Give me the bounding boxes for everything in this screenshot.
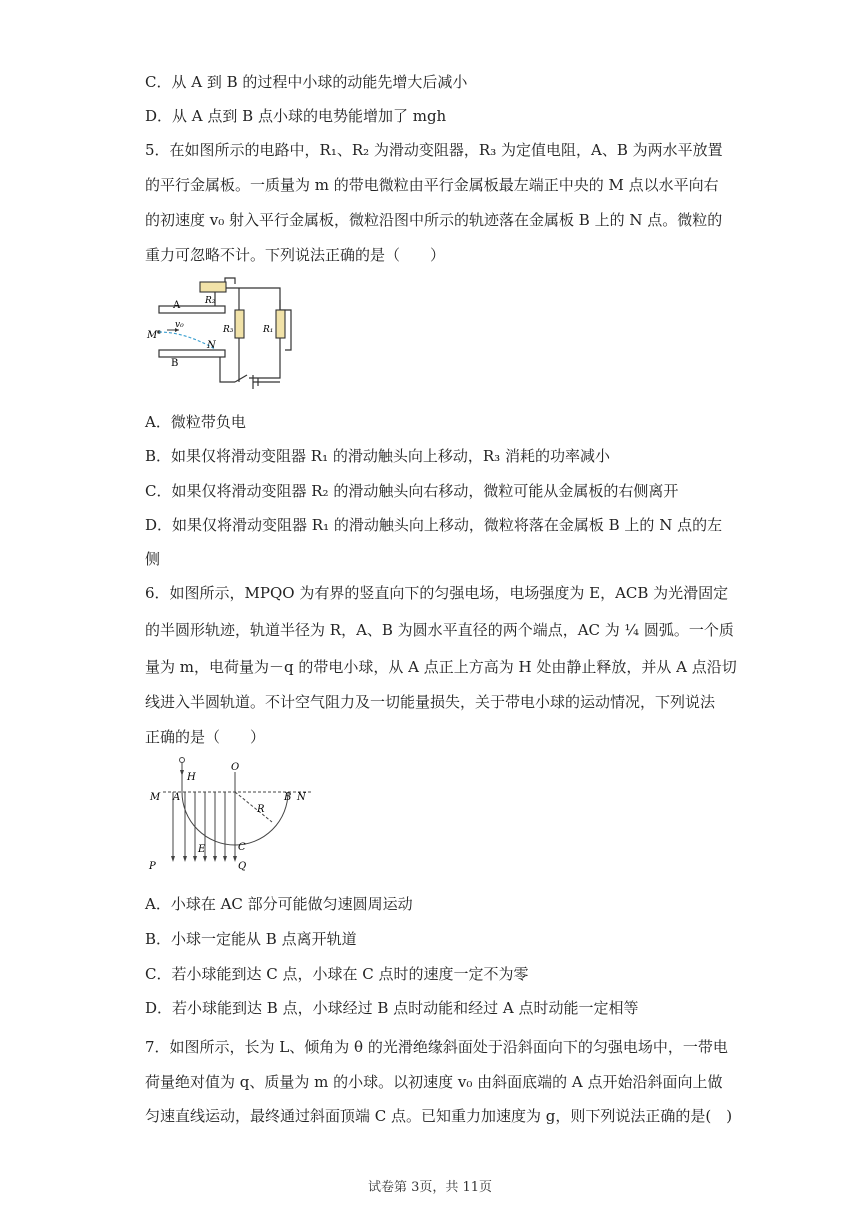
q6-option: D．若小球能到达 B 点，小球经过 B 点时动能和经过 A 点时动能一定相等: [145, 999, 639, 1017]
q7-stem-line: 荷量绝对值为 q、质量为 m 的小球。以初速度 v₀ 由斜面底端的 A 点开始沿斜面向上做: [145, 1073, 723, 1091]
circuit-diagram: [145, 270, 305, 395]
label-o: O: [231, 762, 240, 773]
q6-stem-line: 的半圆形轨迹，轨道半径为 R，A、B 为圆水平直径的两个端点，AC 为 ¼ 圆弧。一个质: [145, 621, 734, 639]
q6-stem-line: 6．如图所示，MPQO 为有界的竖直向下的匀强电场，电场强度为 E，ACB 为光滑固定: [145, 584, 729, 602]
label-e: E: [198, 844, 206, 855]
label-r3: R₃: [223, 325, 234, 335]
label-r1: R₁: [263, 325, 274, 335]
label-p: P: [149, 861, 156, 872]
label-m: M: [150, 792, 161, 803]
label-c: C: [238, 842, 246, 853]
q6-option: A．小球在 AC 部分可能做匀速圆周运动: [145, 895, 413, 913]
q6-stem-line: 正确的是（ ）: [145, 728, 266, 746]
label-b: B: [284, 792, 292, 803]
label-q: Q: [238, 861, 247, 872]
label-n: N: [297, 792, 306, 803]
q5-option-continued: 侧: [145, 550, 161, 568]
q5-stem-line: 重力可忽略不计。下列说法正确的是（ ）: [145, 246, 446, 264]
field-semicircle-diagram: [145, 752, 315, 874]
r2-resistor: [200, 282, 226, 292]
r1-resistor: [276, 310, 285, 338]
q7-stem-line: 匀速直线运动，最终通过斜面顶端 C 点。已知重力加速度为 g，则下列说法正确的是( ): [145, 1107, 733, 1125]
label-a: A: [173, 792, 181, 803]
q6-stem-line: 线进入半圆轨道。不计空气阻力及一切能量损失，关于带电小球的运动情况，下列说法: [145, 693, 716, 711]
q5-option: A．微粒带负电: [145, 413, 246, 431]
q5-option: D．如果仅将滑动变阻器 R₁ 的滑动触头向上移动，微粒将落在金属板 B 上的 N 点的左: [145, 516, 723, 534]
q4-option-c: C．从 A 到 B 的过程中小球的动能先增大后减小: [145, 73, 468, 91]
plate-b: [159, 350, 225, 357]
q4-option-d: D．从 A 点到 B 点小球的电势能增加了 mgh: [145, 107, 447, 125]
q5-stem-line: 5．在如图所示的电路中，R₁、R₂ 为滑动变阻器，R₃ 为定值电阻，A、B 为两水平放置: [145, 141, 723, 159]
q5-option: C．如果仅将滑动变阻器 R₂ 的滑动触头向右移动，微粒可能从金属板的右侧离开: [145, 482, 679, 500]
label-a: A: [173, 300, 181, 311]
q6-option: B．小球一定能从 B 点离开轨道: [145, 930, 357, 948]
r3-resistor: [235, 310, 244, 338]
q7-stem-line: 7．如图所示，长为 L、倾角为 θ 的光滑绝缘斜面处于沿斜面向下的匀强电场中，一带电: [145, 1038, 728, 1056]
q5-stem-line: 的平行金属板。一质量为 m 的带电微粒由平行金属板最左端正中央的 M 点以水平向右: [145, 176, 719, 194]
label-h: H: [187, 772, 196, 783]
label-m: M: [147, 330, 158, 341]
q6-stem-line: 量为 m，电荷量为－q 的带电小球，从 A 点正上方高为 H 处由静止释放，并从 A 点沿切: [145, 658, 737, 676]
q5-option: B．如果仅将滑动变阻器 R₁ 的滑动触头向上移动，R₃ 消耗的功率减小: [145, 447, 610, 465]
q6-option: C．若小球能到达 C 点，小球在 C 点时的速度一定不为零: [145, 965, 529, 983]
label-r2: R₂: [205, 296, 216, 306]
label-r: R: [257, 804, 265, 815]
plate-a: [159, 306, 225, 313]
page-footer: 试卷第 3页，共 11页: [367, 1180, 493, 1195]
label-v0: v₀: [175, 320, 184, 330]
q5-stem-line: 的初速度 v₀ 射入平行金属板，微粒沿图中所示的轨迹落在金属板 B 上的 N 点。微粒的: [145, 211, 723, 229]
label-b: B: [171, 358, 179, 369]
label-n: N: [207, 340, 216, 351]
